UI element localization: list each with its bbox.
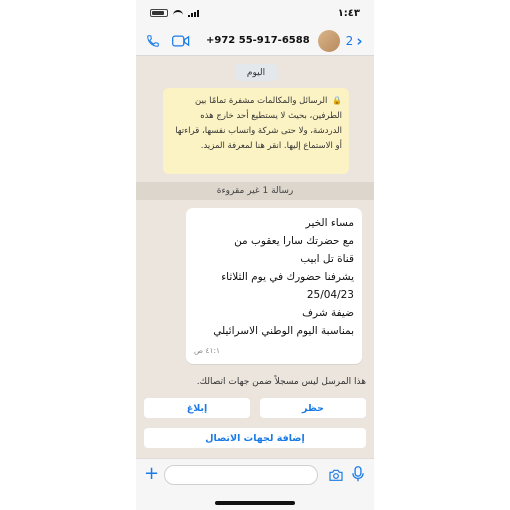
message-line: يشرفنا حضورك في يوم الثلاثاء xyxy=(221,271,354,283)
status-icons xyxy=(150,9,200,17)
unread-chats-count[interactable]: 2 xyxy=(345,33,354,48)
encryption-notice-text: الرسائل والمكالمات مشفرة تمامًا بين الطرفين، بحيث لا يستطيع أحد خارج هذه الدردشة، ولا حتى شركة واتساب نفسها، قراءتها أو الاستماع إليها. انقر هنا لمعرفة المزيد. xyxy=(175,96,342,151)
camera-icon[interactable] xyxy=(328,467,344,486)
message-input[interactable] xyxy=(164,465,318,485)
message-time: ٤١:١ ص xyxy=(194,346,221,355)
wifi-icon xyxy=(173,10,183,17)
report-button[interactable]: إبلاغ xyxy=(144,398,250,418)
lock-icon: 🔒 xyxy=(332,96,342,105)
microphone-icon[interactable] xyxy=(352,466,364,486)
message-line: مساء الخير xyxy=(305,217,354,229)
add-contact-button[interactable]: إضافة لجهات الاتصال xyxy=(144,428,366,448)
status-bar xyxy=(136,0,374,26)
phone-call-icon[interactable] xyxy=(144,32,162,50)
chat-header xyxy=(136,26,374,56)
message-line: مع حضرتك سارا يعقوب من xyxy=(234,235,354,247)
block-button[interactable]: حظر xyxy=(260,398,366,418)
signal-icon xyxy=(188,10,200,17)
message-input-bar xyxy=(136,458,374,510)
home-indicator xyxy=(215,501,295,505)
chevron-left-icon[interactable]: › xyxy=(356,31,363,50)
whatsapp-screen xyxy=(136,0,374,510)
unknown-sender-notice: هذا المرسل ليس مسجلاً ضمن جهات اتصالك. xyxy=(196,377,366,387)
battery-icon xyxy=(150,9,168,17)
encryption-notice[interactable] xyxy=(163,88,349,174)
video-call-icon[interactable] xyxy=(172,32,190,50)
contact-phone-number[interactable]: +972 55-917-6588 xyxy=(206,35,310,46)
message-line: ضيفة شرف xyxy=(302,307,354,319)
avatar[interactable] xyxy=(318,30,340,52)
message-line: قناة تل ابيب xyxy=(300,253,354,265)
message-line: 25/04/23 xyxy=(306,289,354,301)
incoming-message-bubble[interactable] xyxy=(186,208,362,364)
status-time: ١:٤٣ xyxy=(337,7,360,19)
unread-banner: رسالة 1 غير مقروءة xyxy=(136,182,374,200)
plus-icon[interactable]: + xyxy=(144,463,160,484)
message-line: بمناسبة اليوم الوطني الاسرائيلي xyxy=(213,325,354,337)
date-chip: اليوم xyxy=(235,64,277,81)
